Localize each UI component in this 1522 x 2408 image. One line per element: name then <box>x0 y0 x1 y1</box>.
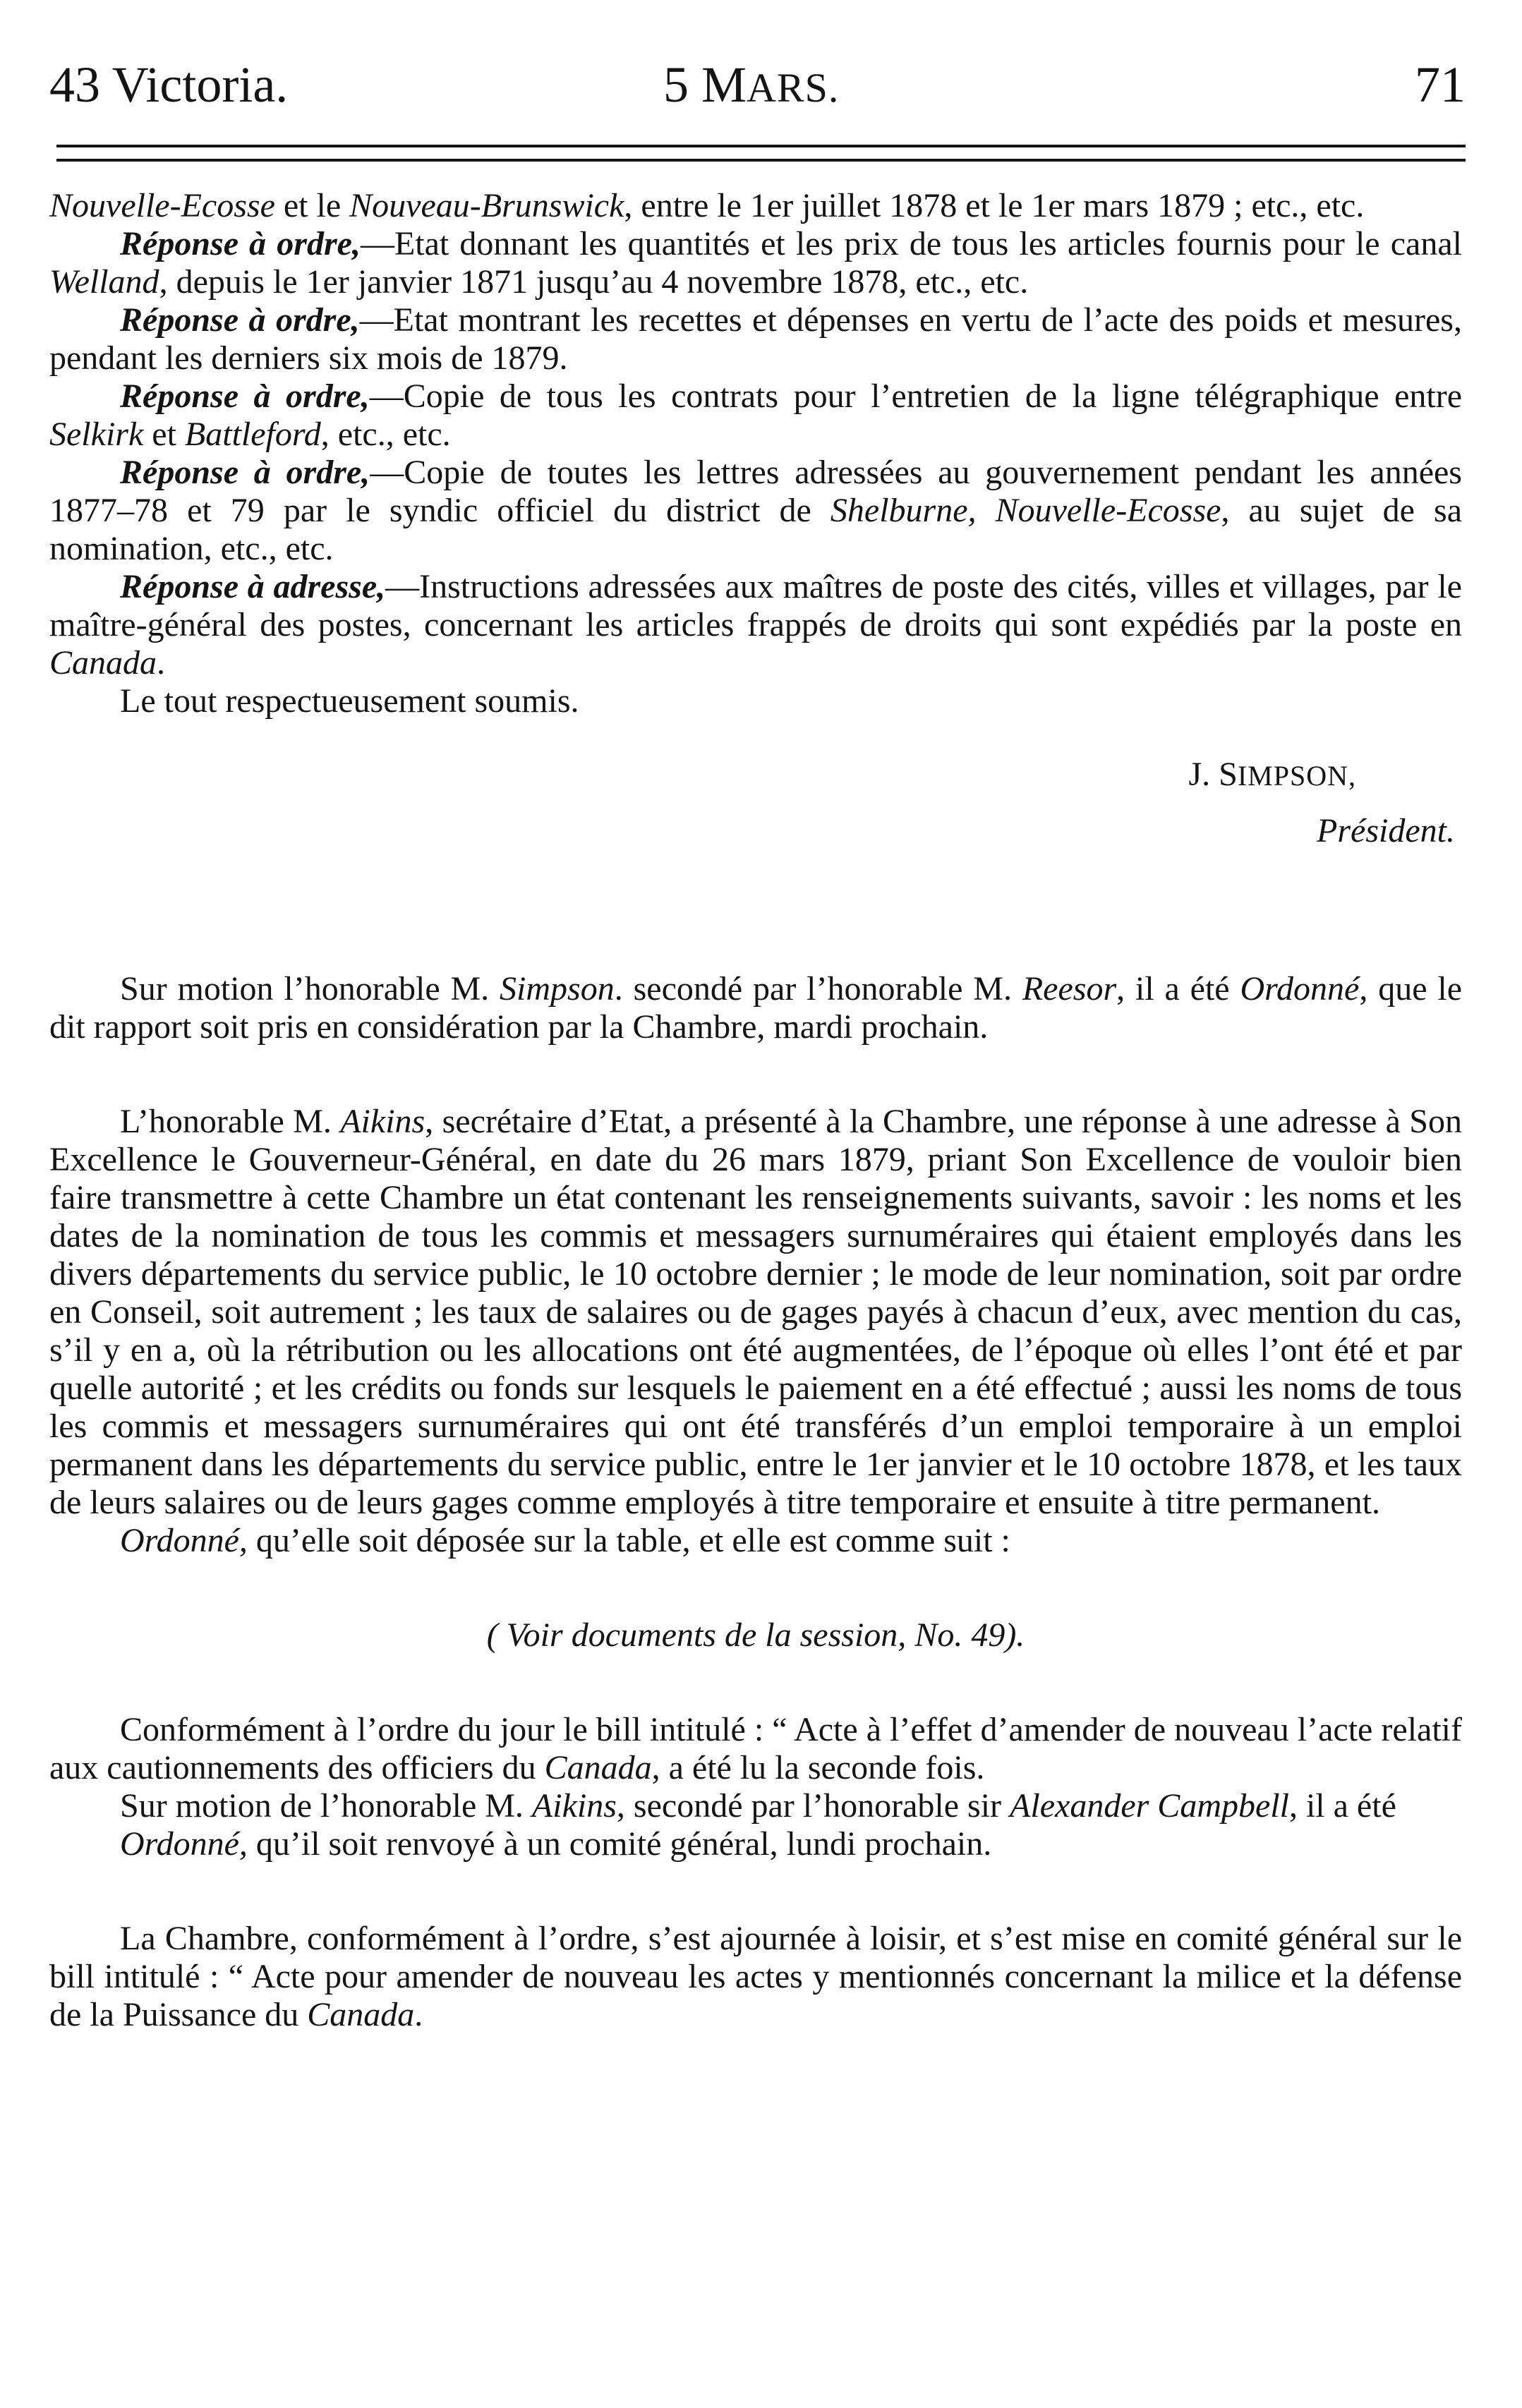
person-name: Alexander Campbell <box>1010 1787 1289 1825</box>
paragraph-report-item-4 <box>49 377 1462 454</box>
reply-label: Réponse à ordre, <box>120 301 360 339</box>
signature-name <box>49 756 1462 795</box>
text: . <box>414 1996 423 2033</box>
signature-surname: IMPSON, <box>1237 760 1356 792</box>
place-name: Welland <box>49 263 159 301</box>
header-volume: 43 Victoria. <box>49 56 289 113</box>
text: , secrétaire d’Etat, a présenté à la Chambre, une réponse à une adresse à Son Excellence le Gouverneur-Général, en date du 26 mars 1879, priant Son Excellence de vouloir bien faire transmettre à cette Chambre un état contenant les renseignements suivants, savoir : les noms et les dates de la nomination de tous les commis et messagers surnuméraires qui étaient employés dans les divers départements du service public, le 10 octobre dernier ; le mode de leur nomination, soit par ordre en Conseil, soit autrement ; les taux de salaires ou de gages payés à chacun d’eux, avec mention du cas, s’il y en a, où la rétribution ou les allocations ont été augmentées, de l’époque où elles l’ont été et par quelle autorité ; et les crédits ou fonds sur lesquels le paiement en a été effectué ; aussi les noms de tous les commis et messagers surnuméraires qui ont été transférés d’un emploi temporaire à un emploi permanent dans les départements du service public, entre le 1er janvier et le 10 octobre 1878, et les taux de leurs salaires ou de leurs gages comme employés à titre temporaire et ensuite à titre permanent. <box>49 1103 1462 1521</box>
reply-label: Réponse à adresse, <box>120 568 386 605</box>
place-name: Nouvelle-Ecosse <box>49 187 275 224</box>
header-rule-top <box>56 145 1466 147</box>
header-rule-bottom <box>56 159 1466 162</box>
text: , depuis le 1er janvier 1871 jusqu’au 4 novembre 1878, etc., etc. <box>159 263 1029 301</box>
signature-initial: J. S <box>1188 756 1238 793</box>
paragraph-motion-aikins <box>49 1787 1462 1825</box>
person-name: Aikins <box>531 1787 617 1825</box>
paragraph-report-item-1 <box>49 187 1462 225</box>
text: , etc., etc. <box>320 416 451 453</box>
text: —Etat montrant les recettes et dépenses en vertu de l’acte des poids et mesures, pendant les derniers six mois de 1879. <box>49 301 1462 377</box>
document-reference-text: ( Voir documents de la session, No. 49). <box>486 1616 1025 1654</box>
text: —Etat donnant les quantités et les prix de tous les articles fournis pour le canal <box>360 225 1462 262</box>
paragraph-report-item-3 <box>49 301 1462 377</box>
text: L’honorable M. <box>120 1103 341 1140</box>
ordered-label: Ordonné <box>1240 970 1360 1008</box>
text: —Copie de toutes les lettres adressées au gouvernement pendant les années 1877–78 et 79 par le syndic officiel du district de <box>49 454 1462 529</box>
page-header <box>49 49 1466 120</box>
paragraph-ordered-committee <box>49 1825 1462 1863</box>
signature-title-text: Président. <box>1317 812 1455 849</box>
text: . <box>157 644 166 682</box>
text: , que le dit rapport soit pris en considération par la Chambre, mardi prochain. <box>49 970 1462 1046</box>
text: —Instructions adressées aux maîtres de poste des cités, villes et villages, par le maître-général des postes, concernant les articles frappés de droits qui sont expédiés par la poste en <box>49 568 1462 643</box>
paragraph-aikins-reply <box>49 1103 1462 1522</box>
text: qu’il soit renvoyé à un comité général, lundi prochain. <box>247 1825 992 1863</box>
person-name: Reesor <box>1022 970 1117 1008</box>
document-reference <box>49 1616 1462 1654</box>
place-name: Canada <box>307 1996 415 2033</box>
paragraph-closing: Le tout respectueusement soumis. <box>120 682 579 720</box>
place-name: Canada <box>49 644 157 682</box>
signature-title <box>49 812 1462 850</box>
paragraph-chamber-committee <box>49 1920 1462 2034</box>
place-name: Battleford <box>184 416 321 453</box>
paragraph-report-item-2 <box>49 225 1462 301</box>
reply-label: Réponse à ordre, <box>120 377 370 415</box>
text: , au sujet de sa nomination, etc., etc. <box>49 492 1463 567</box>
place-name: Canada <box>544 1749 652 1786</box>
text: qu’elle soit déposée sur la table, et elle est comme suit : <box>247 1522 1010 1559</box>
paragraph-ordered-deposit <box>49 1522 1462 1560</box>
document-body <box>49 187 1462 2034</box>
reply-label: Réponse à ordre, <box>120 454 370 491</box>
reply-label: Réponse à ordre, <box>120 225 361 262</box>
paragraph-motion-simpson <box>49 970 1462 1046</box>
header-date-month-rest: ARS. <box>747 65 840 111</box>
ordered-label: Ordonné, <box>120 1825 248 1863</box>
text: , a été lu la seconde fois. <box>651 1749 985 1786</box>
place-name: Selkirk <box>49 416 144 453</box>
header-date <box>663 49 839 123</box>
text: Sur motion de l’honorable M. <box>120 1787 532 1825</box>
text: Sur motion l’honorable M. <box>120 970 500 1008</box>
text: , secondé par l’honorable sir <box>616 1787 1010 1825</box>
paragraph-report-item-5 <box>49 454 1462 568</box>
text: —Copie de tous les contrats pour l’entretien de la ligne télégraphique entre <box>369 377 1462 415</box>
place-name: Nouveau-Brunswick <box>349 187 624 224</box>
ordered-label: Ordonné, <box>120 1522 248 1559</box>
text: et le <box>274 187 350 224</box>
paragraph-report-item-6 <box>49 568 1462 682</box>
header-date-day: 5 <box>663 56 701 113</box>
text: , entre le 1er juillet 1878 et le 1er mars 1879 ; etc., etc. <box>624 187 1365 224</box>
header-date-month-initial: M <box>701 56 747 113</box>
text: Conformément à l’ordre du jour le bill intitulé : “ Acte à l’effet d’amender de nouveau l’acte relatif aux cautionnements des officiers du <box>49 1711 1462 1786</box>
paragraph-bill-second-reading <box>49 1711 1462 1787</box>
text: . secondé par l’honorable M. <box>614 970 1022 1008</box>
text: et <box>143 416 185 453</box>
text: La Chambre, conformément à l’ordre, s’est ajournée à loisir, et s’est mise en comité général sur le bill intitulé : “ Acte pour amender de nouveau les actes y mentionnés concernant la milice et la défense de la Puissance du <box>49 1920 1462 2033</box>
text: , il a été <box>1288 1787 1396 1825</box>
person-name: Simpson <box>500 970 615 1008</box>
place-name: Shelburne, Nouvelle-Ecosse <box>830 492 1221 529</box>
page-number: 71 <box>1415 56 1466 113</box>
person-name: Aikins <box>340 1103 425 1140</box>
text: , il a été <box>1116 970 1240 1008</box>
